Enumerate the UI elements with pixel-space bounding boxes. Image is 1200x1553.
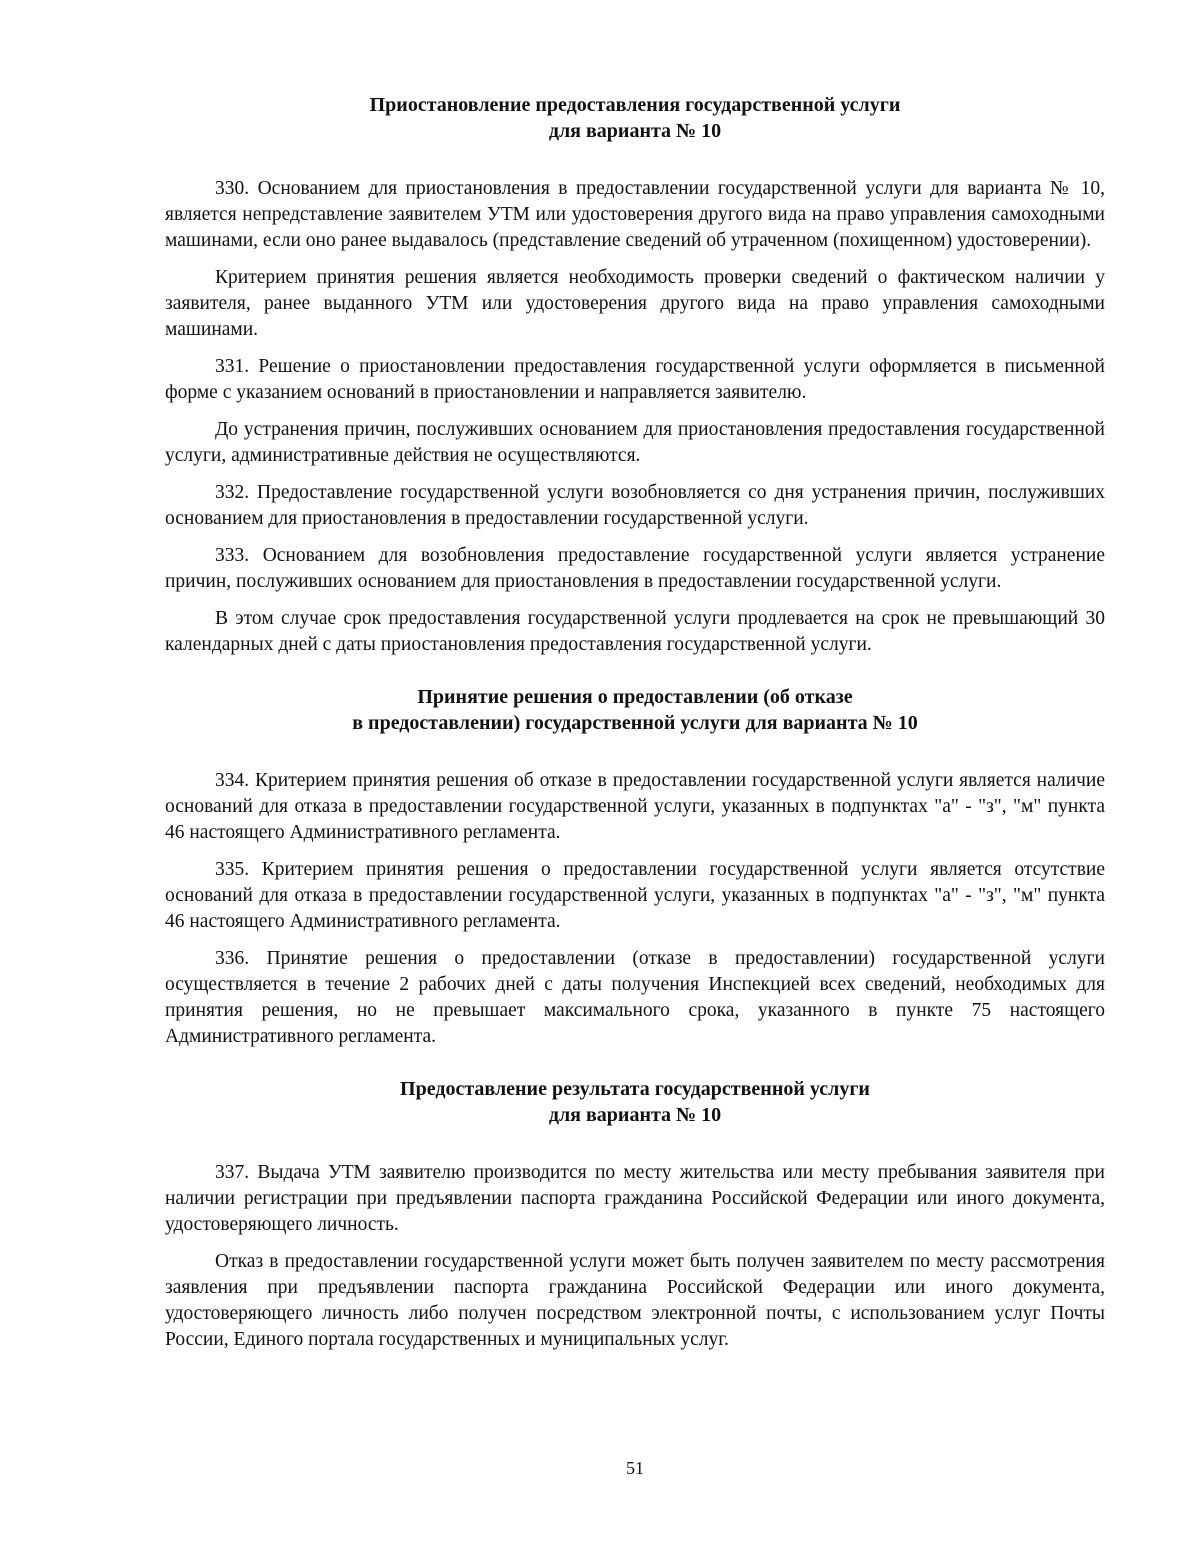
paragraph-until-eliminated: До устранения причин, послуживших основанием для приостановления предоставления государственной услуги, административные действия не осуществляются. xyxy=(165,419,1105,466)
section-title-line: для варианта № 10 xyxy=(548,120,722,142)
paragraph-331: 331. Решение о приостановлении предоставления государственной услуги оформляется в письменной форме с указанием оснований в приостановлении и направляется заявителю. xyxy=(165,356,1105,403)
paragraph-335: 335. Критерием принятия решения о предоставлении государственной услуги является отсутствие оснований для отказа в предоставлении государственной услуги, указанных в подпунктах "а" - "з", "м" пункта 46 настоящего Административного регламента. xyxy=(165,859,1105,932)
section-title-line: для варианта № 10 xyxy=(548,1104,722,1126)
paragraph-333: 333. Основанием для возобновления предоставление государственной услуги является устранение причин, послуживших основанием для приостановления в предоставлении государственной услуги. xyxy=(165,545,1105,592)
paragraph-term-extended: В этом случае срок предоставления государственной услуги продлевается на срок не превышающий 30 календарных дней с даты приостановления предоставления государственной услуги. xyxy=(165,608,1105,655)
paragraph-criterion: Критерием принятия решения является необходимость проверки сведений о фактическом наличии у заявителя, ранее выданного УТМ или удостоверения другого вида на право управления самоходными машинами. xyxy=(165,267,1105,340)
section-title-line: Приостановление предоставления государственной услуги xyxy=(369,94,901,116)
section-title-line: в предоставлении) государственной услуги для варианта № 10 xyxy=(352,712,918,734)
document-page xyxy=(165,92,1105,1353)
paragraph-334: 334. Критерием принятия решения об отказе в предоставлении государственной услуги является наличие оснований для отказа в предоставлении государственной услуги, указанных в подпунктах "а" - "з", "м" пункта 46 настоящего Административного регламента. xyxy=(165,770,1105,843)
section-title-suspension xyxy=(165,92,1105,144)
paragraph-332: 332. Предоставление государственной услуги возобновляется со дня устранения причин, послуживших основанием для приостановления в предоставлении государственной услуги. xyxy=(165,482,1105,529)
section-title-line: Принятие решения о предоставлении (об отказе xyxy=(417,686,853,708)
paragraph-336: 336. Принятие решения о предоставлении (отказе в предоставлении) государственной услуги осуществляется в течение 2 рабочих дней с даты получения Инспекцией всех сведений, необходимых для принятия решения, но не превышает максимального срока, указанного в пункте 75 настоящего Административного регламента. xyxy=(165,948,1105,1047)
paragraph-refusal: Отказ в предоставлении государственной услуги может быть получен заявителем по месту рассмотрения заявления при предъявлении паспорта гражданина Российской Федерации или иного документа, удостоверяющего личность либо получен посредством электронной почты, с использованием услуг Почты России, Единого портала государственных и муниципальных услуг. xyxy=(165,1251,1105,1350)
paragraph-330: 330. Основанием для приостановления в предоставлении государственной услуги для варианта № 10, является непредставление заявителем УТМ или удостоверения другого вида на право управления самоходными машинами, если оно ранее выдавалось (представление сведений об утраченном (похищенном) удостоверении). xyxy=(165,178,1105,251)
section-title-line: Предоставление результата государственной услуги xyxy=(400,1078,870,1100)
section-title-result xyxy=(165,1076,1105,1128)
section-title-decision xyxy=(165,684,1105,736)
page-number: 51 xyxy=(626,1458,644,1478)
paragraph-337: 337. Выдача УТМ заявителю производится по месту жительства или месту пребывания заявителя при наличии регистрации при предъявлении паспорта гражданина Российской Федерации или иного документа, удостоверяющего личность. xyxy=(165,1162,1105,1235)
